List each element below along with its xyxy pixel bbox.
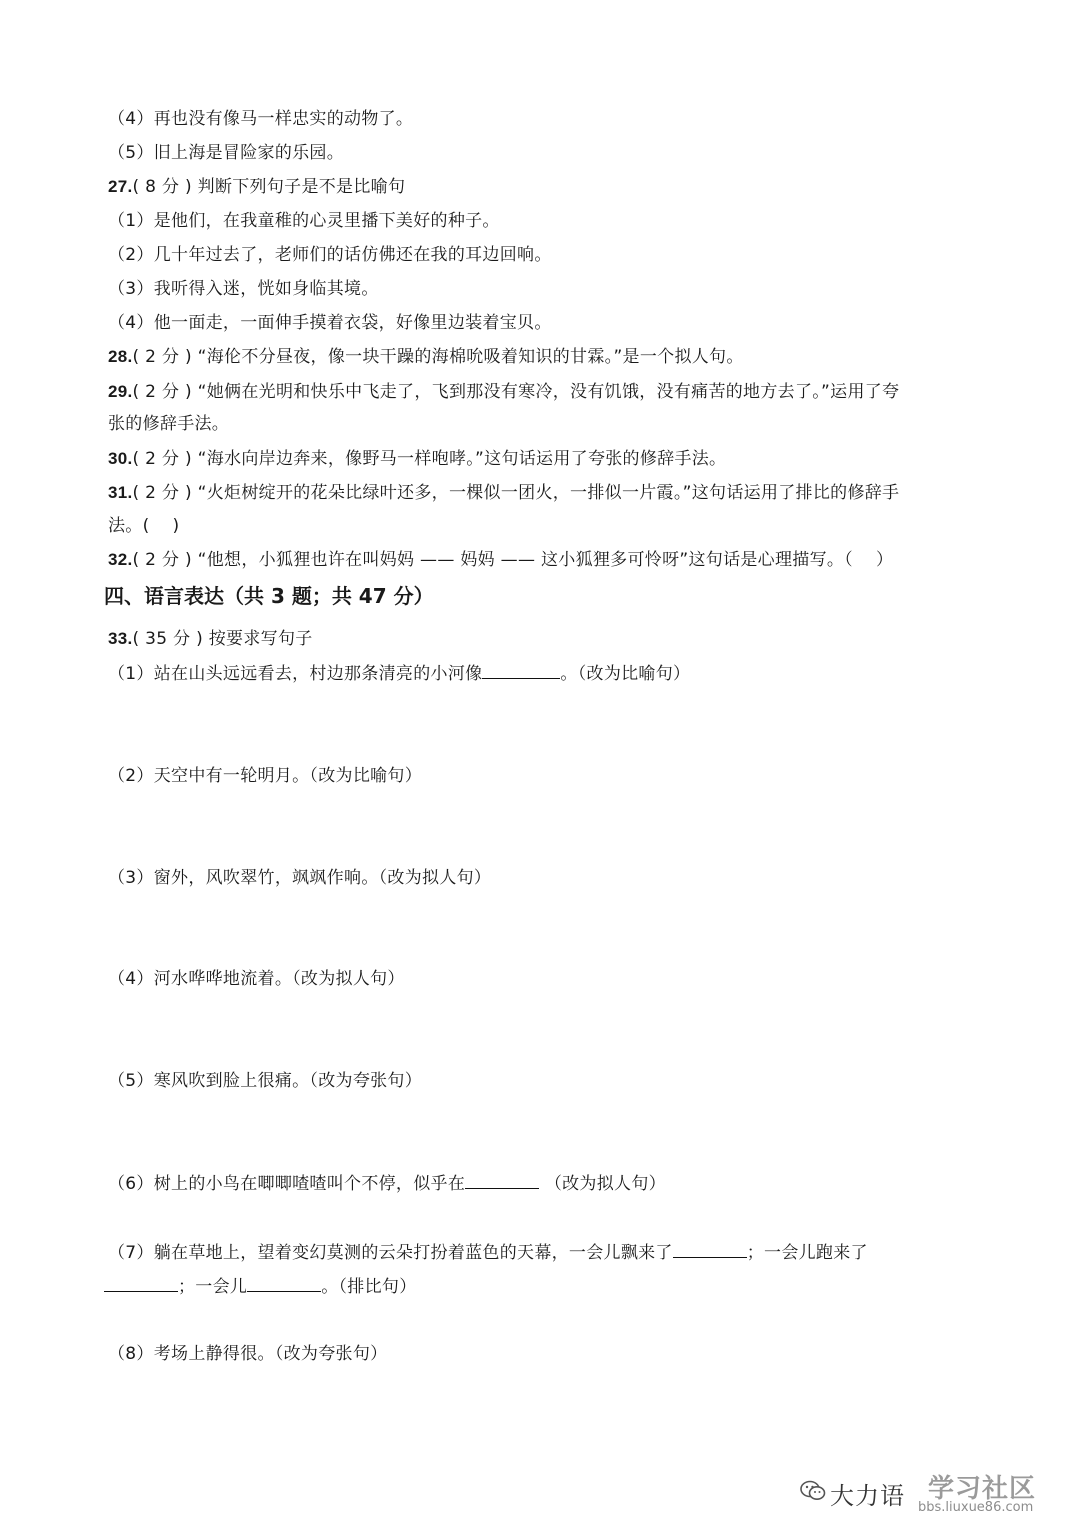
item-text-end: （改为拟人句） [539, 1174, 666, 1194]
item-text: （7）躺在草地上，望着变幻莫测的云朵打扮着蓝色的天幕，一会儿飘来了 [108, 1243, 673, 1263]
q27-item-1: （1）是他们，在我童稚的心灵里播下美好的种子。 [108, 211, 500, 231]
q26-item-4: （4）再也没有像马一样忠实的动物了。 [108, 109, 414, 129]
question-text: ( 2 分 ) “他想，小狐狸也许在叫妈妈 —— 妈妈 —— 这小狐狸多可怜呀”这句话是心理描写。（ ） [132, 550, 894, 570]
question-32 [108, 549, 893, 571]
question-28 [108, 346, 744, 368]
q26-item-5: （5）旧上海是冒险家的乐园。 [108, 143, 345, 163]
question-text: ( 8 分 ) 判断下列句子是不是比喻句 [132, 177, 406, 197]
question-31 [108, 482, 899, 504]
answer-blank[interactable] [673, 1241, 747, 1258]
question-text: ( 2 分 ) “她俩在光明和快乐中飞走了，飞到那没有寒冷，没有饥饿，没有痛苦的地方去了。”运用了夸 [132, 382, 900, 402]
footer-watermark [800, 1470, 1070, 1514]
question-33 [108, 628, 313, 650]
q27-item-2: （2）几十年过去了，老师们的话仿佛还在我的耳边回响。 [108, 245, 552, 265]
q33-item-5: （5）寒风吹到脸上很痛。（改为夸张句） [108, 1071, 423, 1091]
question-number: 32. [108, 550, 133, 569]
item-text-mid: ；一会儿跑来了 [746, 1243, 868, 1263]
question-text: ( 2 分 ) “海伦不分昼夜，像一块干躁的海棉吮吸着知识的甘霖。”是一个拟人句。 [132, 347, 744, 367]
q33-item-6 [108, 1172, 666, 1195]
item-text-mid: ；一会儿 [178, 1277, 248, 1297]
question-number: 29. [108, 382, 133, 401]
question-31-cont: 法。( ) [108, 516, 180, 536]
question-30 [108, 448, 726, 470]
section-heading: 四、语言表达（共 3 题；共 47 分） [104, 584, 434, 608]
question-29-cont: 张的修辞手法。 [108, 414, 230, 434]
answer-blank[interactable] [247, 1275, 321, 1292]
answer-blank[interactable] [465, 1172, 539, 1189]
q33-item-7-cont [104, 1275, 417, 1298]
question-29 [108, 381, 899, 403]
wechat-icon [800, 1480, 826, 1506]
q33-item-8: （8）考场上静得很。（改为夸张句） [108, 1344, 388, 1364]
question-number: 31. [108, 483, 133, 502]
question-number: 30. [108, 449, 133, 468]
answer-blank[interactable] [482, 662, 560, 679]
item-text-end: 。（排比句） [321, 1277, 417, 1297]
q33-item-4: （4）河水哗哗地流着。（改为拟人句） [108, 969, 405, 989]
site-watermark-url: bbs.liuxue86.com [918, 1500, 1034, 1515]
site-watermark: 学习社区 [928, 1474, 1037, 1504]
question-number: 33. [108, 629, 133, 648]
question-number: 27. [108, 177, 133, 196]
q27-item-4: （4）他一面走，一面伸手摸着衣袋，好像里边装着宝贝。 [108, 313, 552, 333]
question-27 [108, 176, 405, 198]
question-text: ( 2 分 ) “海水向岸边奔来，像野马一样咆哮。”这句话运用了夸张的修辞手法。 [132, 449, 727, 469]
question-number: 28. [108, 347, 133, 366]
wechat-account-name: 大力语 [830, 1482, 905, 1510]
question-text: ( 2 分 ) “火炬树绽开的花朵比绿叶还多，一棵似一团火，一排似一片霞。”这句话运用了排比的修辞手 [132, 483, 900, 503]
answer-blank[interactable] [104, 1275, 178, 1292]
item-text: （1）站在山头远远看去，村边那条清亮的小河像 [108, 664, 483, 684]
q33-item-7 [108, 1241, 868, 1264]
q33-item-2: （2）天空中有一轮明月。（改为比喻句） [108, 766, 423, 786]
q33-item-1 [108, 662, 690, 685]
item-text: （6）树上的小鸟在唧唧喳喳叫个不停，似乎在 [108, 1174, 466, 1194]
q27-item-3: （3）我听得入迷，恍如身临其境。 [108, 279, 379, 299]
item-text-end: 。（改为比喻句） [560, 664, 691, 684]
question-text: ( 35 分 ) 按要求写句子 [132, 629, 313, 649]
q33-item-3: （3）窗外，风吹翠竹，飒飒作响。（改为拟人句） [108, 868, 492, 888]
